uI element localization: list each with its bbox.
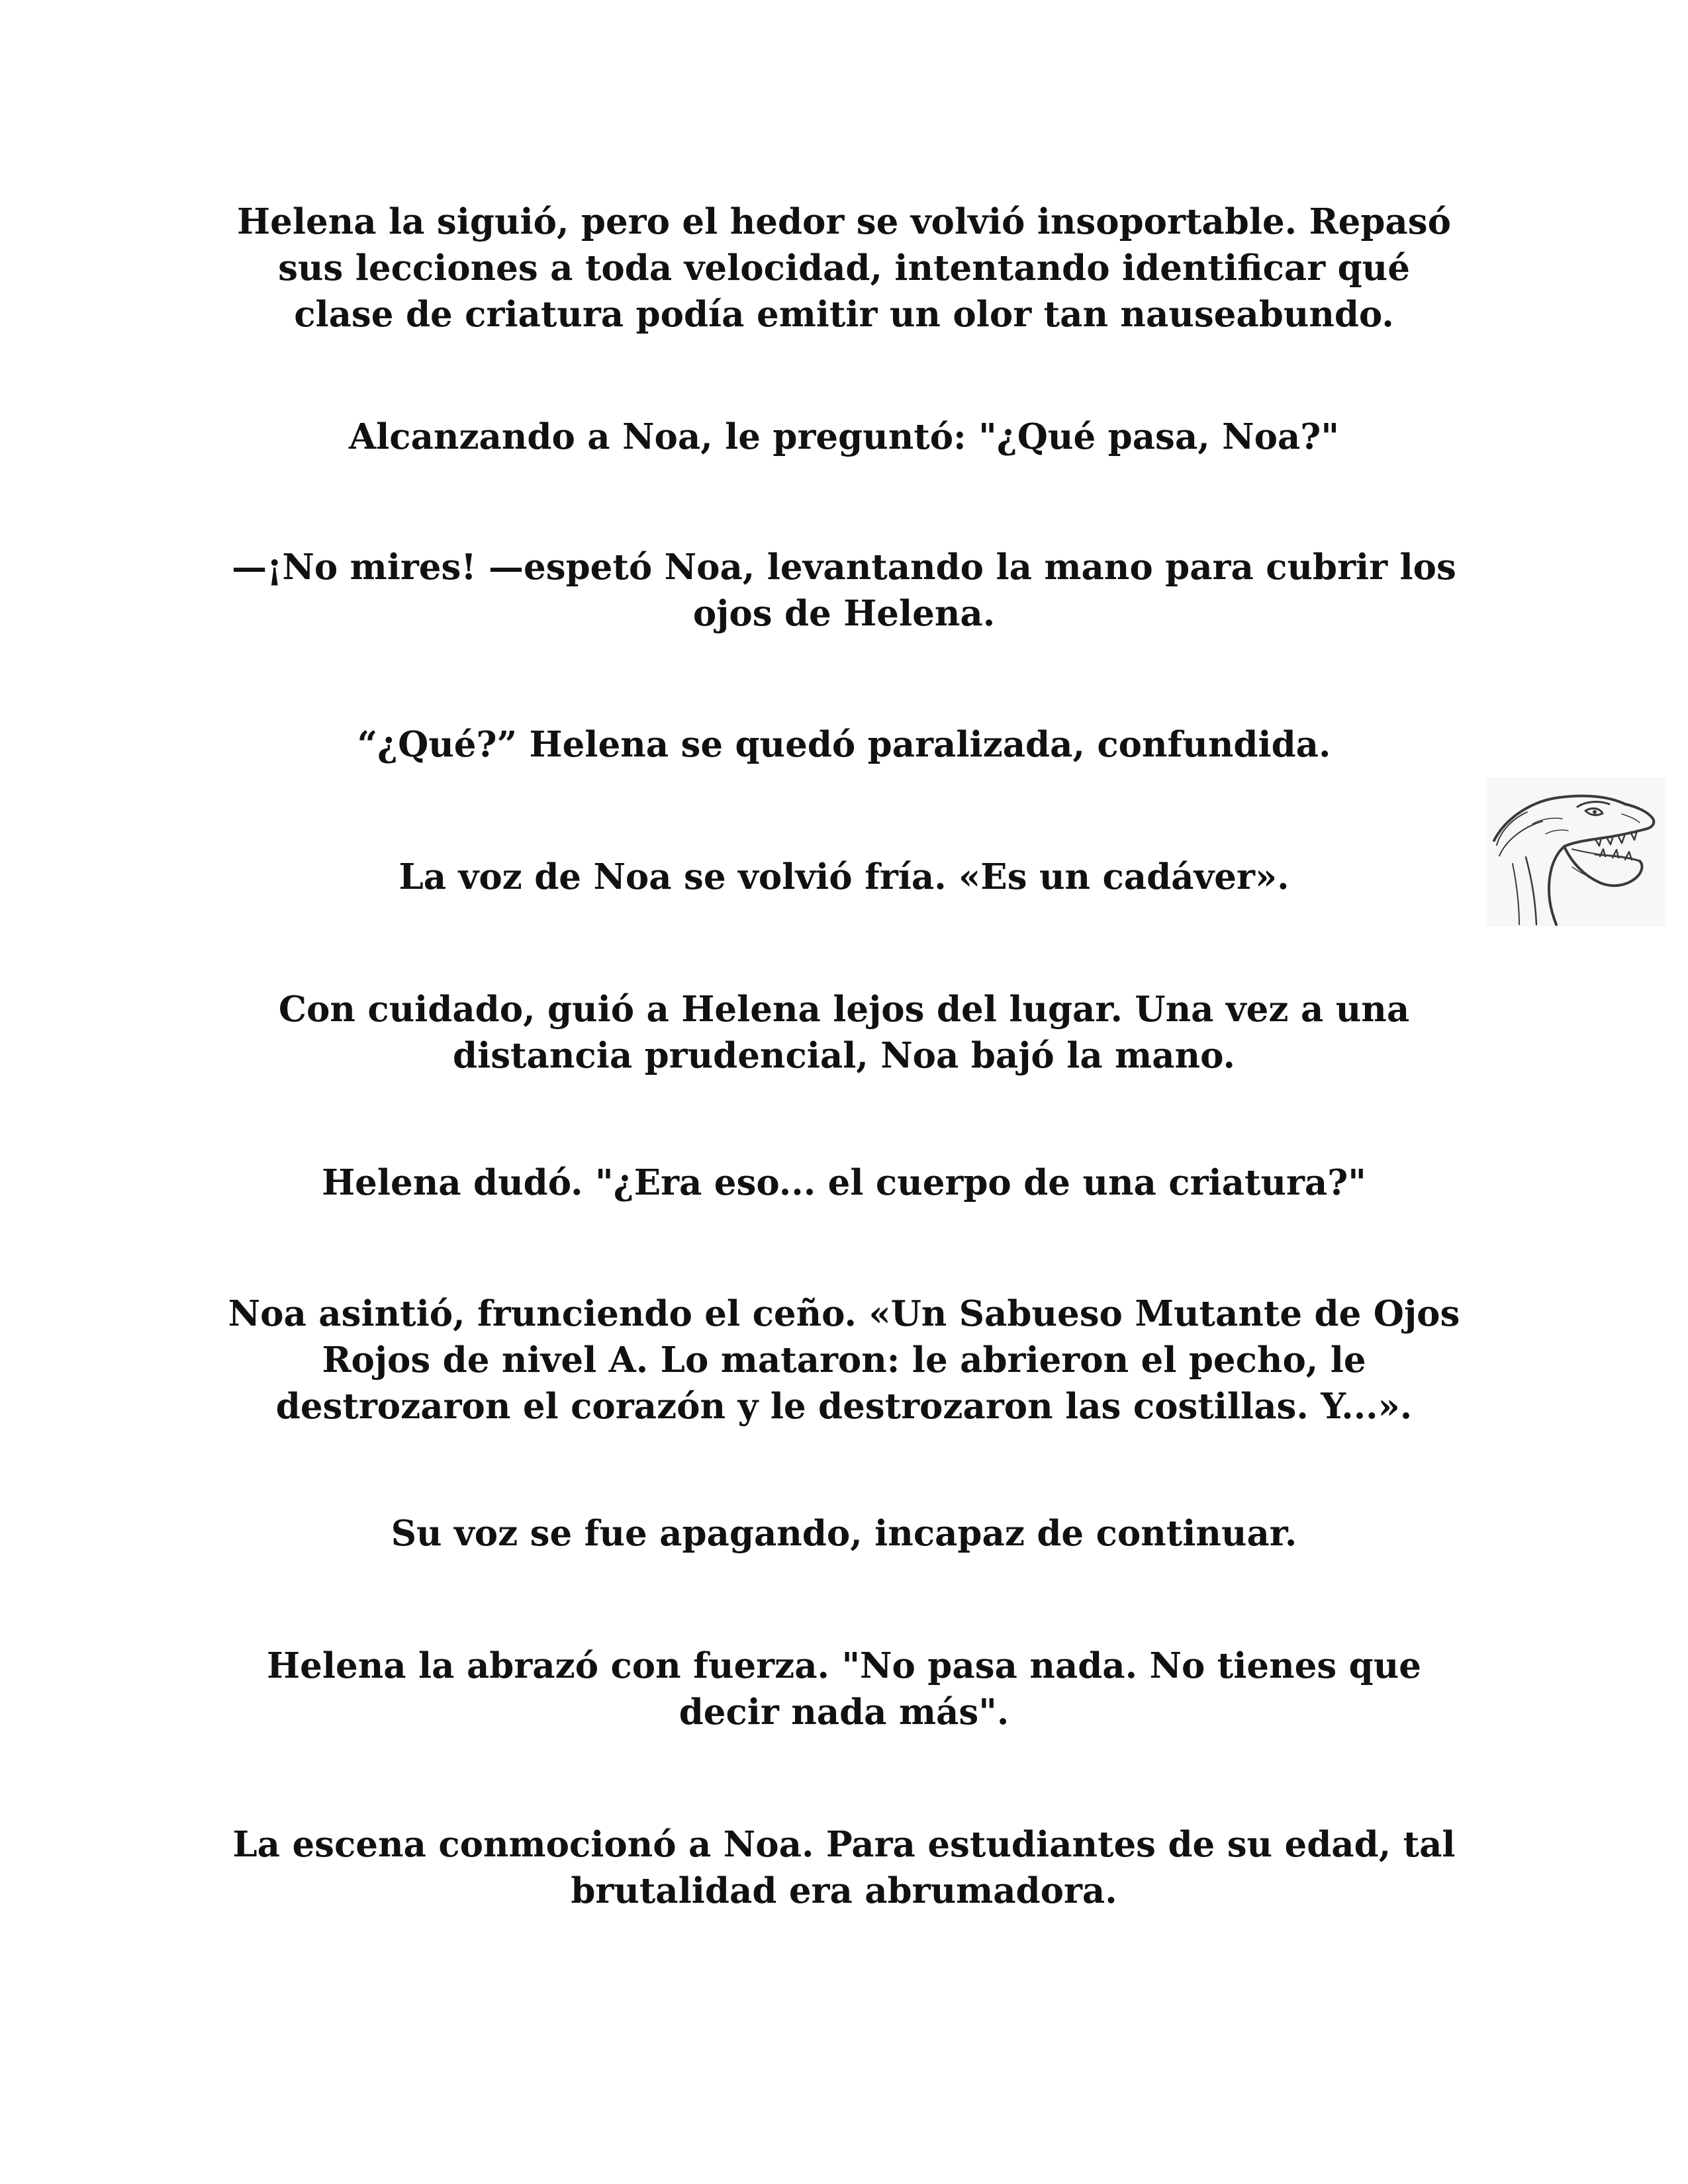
paragraph-5: La voz de Noa se volvió fría. «Es un cadáver». [399, 856, 1289, 897]
paragraph-9: Su voz se fue apagando, incapaz de continuar. [391, 1513, 1297, 1554]
paragraph-2: Alcanzando a Noa, le preguntó: "¿Qué pasa, Noa?" [349, 416, 1339, 457]
paragraph-6: Con cuidado, guió a Helena lejos del lugar. Una vez a una distancia prudencial, Noa bajó la mano. [278, 989, 1410, 1076]
paragraph-4: “¿Qué?” Helena se quedó paralizada, confundida. [357, 724, 1331, 765]
paragraph-10: Helena la abrazó con fuerza. "No pasa nada. No tienes que decir nada más". [267, 1645, 1421, 1733]
paragraph-11: La escena conmocionó a Noa. Para estudiantes de su edad, tal brutalidad era abrumadora. [232, 1824, 1456, 1911]
paragraph-3: —¡No mires! —espetó Noa, levantando la mano para cubrir los ojos de Helena. [232, 547, 1456, 634]
dinosaur-head-sketch-icon [1486, 778, 1665, 927]
paragraph-7: Helena dudó. "¿Era eso... el cuerpo de una criatura?" [322, 1162, 1366, 1203]
paragraph-1: Helena la siguió, pero el hedor se volvió insoportable. Repasó sus lecciones a toda velocidad, intentando identificar qué clase de criatura podía emitir un olor tan nauseabundo. [237, 201, 1451, 335]
paragraph-8: Noa asintió, frunciendo el ceño. «Un Sabueso Mutante de Ojos Rojos de nivel A. Lo mataron: le abrieron el pecho, le destrozaron el corazón y le destrozaron las costillas. Y...». [228, 1293, 1460, 1427]
